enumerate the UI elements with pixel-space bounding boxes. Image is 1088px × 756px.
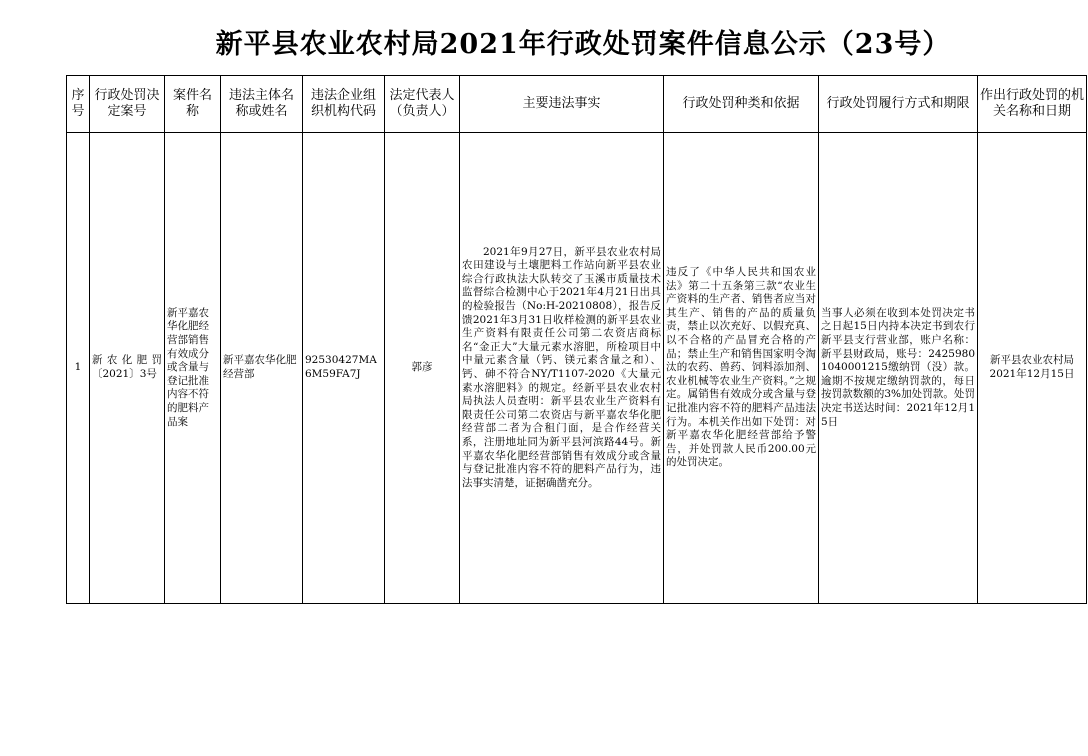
- cell-legal-rep: 郭彦: [385, 133, 460, 604]
- cell-basis: 违反了《中华人民共和国农业法》第二十五条第三款“农业生产资料的生产者、销售者应当对其生产、销售的产品的质量负责，禁止以次充好、以假充真、以不合格的产品冒充合格的产品；禁止生产和销售国家明令淘汰的农药、兽药、饲料添加剂、农业机械等农业生产资料。”之规定。属销售有效成分或含量与登记批准内容不符的肥料产品违法行为。本机关作出如下处罚：对新平嘉农华化肥经营部给予警告，并处罚款人民币200.00元的处罚决定。: [664, 133, 819, 604]
- cell-facts: 2021年9月27日，新平县农业农村局农田建设与土壤肥料工作站向新平县农业综合行政执法大队转交了玉溪市质量技术监督综合检测中心于2021年4月21日出具的检验报告（No:H-20210808），报告反馈2021年3月31日收样检测的新平县农业生产资料有限责任公司第二农资店商标名“金正大”大量元素水溶肥，所检项目中中量元素含量（钙、镁元素含量之和）、钙、砷不符合NY/T1107-2020《大量元素水溶肥料》的规定。经新平县农业农村局执法人员查明：新平县农业生产资料有限责任公司第二农资店与新平嘉农华化肥经营部二者为合租门面，是合作经营关系，注册地址同为新平县河滨路44号。新平嘉农华化肥经营部销售有效成分或含量与登记批准内容不符的肥料产品行为，违法事实清楚，证据确凿充分。: [460, 133, 664, 604]
- header-seq: 序号: [67, 76, 90, 133]
- header-performance: 行政处罚履行方式和期限: [819, 76, 978, 133]
- cell-case-name: 新平嘉农华化肥经营部销售有效成分或含量与登记批准内容不符的肥料产品案: [165, 133, 221, 604]
- header-legal-rep: 法定代表人（负责人）: [385, 76, 460, 133]
- header-authority: 作出行政处罚的机关名称和日期: [978, 76, 1087, 133]
- header-subject: 违法主体名称或姓名: [221, 76, 303, 133]
- cell-case-no: 新农化肥罚〔2021〕3号: [90, 133, 165, 604]
- header-org-code: 违法企业组织机构代码: [303, 76, 385, 133]
- header-case-name: 案件名称: [165, 76, 221, 133]
- page-title: 新平县农业农村局2021年行政处罚案件信息公示（23号）: [215, 29, 951, 60]
- cell-authority: [978, 133, 1087, 604]
- header-row: [67, 76, 1087, 133]
- authority-date: 2021年12月15日: [989, 368, 1075, 380]
- cell-seq: 1: [67, 133, 90, 604]
- table-row: [67, 133, 1087, 604]
- penalty-table: [66, 75, 1087, 604]
- header-facts: 主要违法事实: [460, 76, 664, 133]
- header-case-no: 行政处罚决定案号: [90, 76, 165, 133]
- header-basis: 行政处罚种类和依据: [664, 76, 819, 133]
- cell-performance: 当事人必须在收到本处罚决定书之日起15日内持本决定书到农行新平县支行营业部，账户名称：新平县财政局，账号：24259801040001215缴纳罚（没）款。逾期不按规定缴纳罚款的，每日按罚款数额的3%加处罚款。处罚决定书送达时间：2021年12月15日: [819, 133, 978, 604]
- cell-org-code: 92530427MA6M59FA7J: [303, 133, 385, 604]
- cell-subject: 新平嘉农华化肥经营部: [221, 133, 303, 604]
- authority-name: 新平县农业农村局: [990, 354, 1074, 367]
